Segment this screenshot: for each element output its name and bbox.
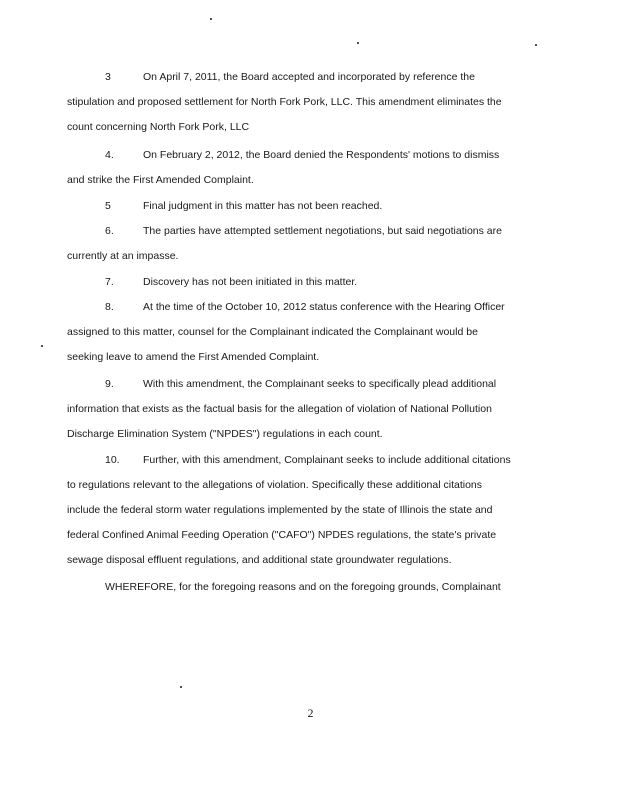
paragraph-line: Discharge Elimination System ("NPDES") regulations in each count. xyxy=(67,428,383,440)
scan-speck xyxy=(41,345,43,347)
paragraph-3 xyxy=(67,65,553,140)
paragraph-number: 5 xyxy=(105,200,111,212)
paragraph-line: sewage disposal effluent regulations, and additional state groundwater regulations. xyxy=(67,554,452,566)
paragraph-10 xyxy=(67,448,553,573)
paragraph-line: WHEREFORE, for the foregoing reasons and on the foregoing grounds, Complainant xyxy=(105,581,501,593)
paragraph-line: 10. Further, with this amendment, Complainant seeks to include additional citations xyxy=(67,448,553,473)
scan-speck xyxy=(210,18,212,20)
scan-speck xyxy=(180,686,182,688)
paragraph-number: 7. xyxy=(105,276,114,288)
scan-speck xyxy=(535,44,537,46)
page-number: 2 xyxy=(307,706,314,720)
paragraph-line: currently at an impasse. xyxy=(67,250,179,262)
paragraph-line: information that exists as the factual basis for the allegation of violation of National Pollution xyxy=(67,403,492,415)
paragraph-line: 4. On February 2, 2012, the Board denied the Respondents' motions to dismiss xyxy=(67,143,553,168)
paragraph-line: 5 Final judgment in this matter has not been reached. xyxy=(67,194,553,219)
paragraph-line: to regulations relevant to the allegations of violation. Specifically these additional citations xyxy=(67,479,483,491)
paragraph-line: 6. The parties have attempted settlement negotiations, but said negotiations are xyxy=(67,219,553,244)
paragraph-4 xyxy=(67,143,553,193)
paragraph-number: 6. xyxy=(105,225,114,237)
paragraph-number: 10. xyxy=(105,454,120,466)
paragraph-9 xyxy=(67,372,553,447)
scan-speck xyxy=(357,42,359,44)
paragraph-number: 8. xyxy=(105,301,114,313)
paragraph-5 xyxy=(67,194,553,219)
paragraph-line: 3 On April 7, 2011, the Board accepted and incorporated by reference the xyxy=(67,65,553,90)
paragraph-number: 9. xyxy=(105,378,114,390)
paragraph-line: 8. At the time of the October 10, 2012 status conference with the Hearing Officer xyxy=(67,295,553,320)
paragraph-number: 3 xyxy=(105,71,111,83)
paragraph-line: 7. Discovery has not been initiated in this matter. xyxy=(67,270,553,295)
paragraph-8 xyxy=(67,295,553,370)
paragraph-line: assigned to this matter, counsel for the Complainant indicated the Complainant would be xyxy=(67,326,478,338)
paragraph-6 xyxy=(67,219,553,269)
wherefore-paragraph xyxy=(67,575,553,600)
paragraph-line: federal Confined Animal Feeding Operation ("CAFO") NPDES regulations, the state's private xyxy=(67,529,497,541)
paragraph-line: stipulation and proposed settlement for North Fork Pork, LLC. This amendment eliminates the xyxy=(67,96,502,108)
paragraph-line: count concerning North Fork Pork, LLC xyxy=(67,121,250,133)
paragraph-line: seeking leave to amend the First Amended Complaint. xyxy=(67,351,320,363)
paragraph-number: 4. xyxy=(105,149,114,161)
paragraph-line: and strike the First Amended Complaint. xyxy=(67,174,254,186)
paragraph-7 xyxy=(67,270,553,295)
paragraph-line: include the federal storm water regulations implemented by the state of Illinois the state and xyxy=(67,504,493,516)
paragraph-line: 9. With this amendment, the Complainant seeks to specifically plead additional xyxy=(67,372,553,397)
